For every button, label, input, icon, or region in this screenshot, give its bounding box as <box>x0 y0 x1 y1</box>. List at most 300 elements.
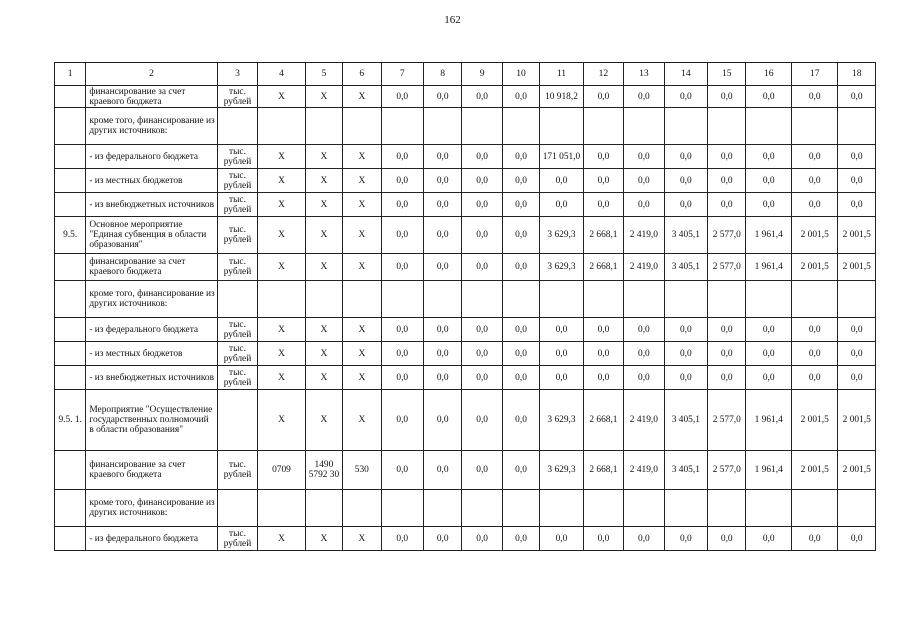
table-cell: 2 419,0 <box>624 217 664 254</box>
table-cell <box>540 281 583 318</box>
table-cell: Х <box>258 145 306 169</box>
table-cell: 0709 <box>258 451 306 490</box>
table-cell: Х <box>258 217 306 254</box>
table-cell: 0,0 <box>838 527 876 551</box>
row-description-cell: кроме того, финансирование из других источников: <box>86 490 217 527</box>
table-cell: 0,0 <box>583 145 623 169</box>
table-cell: 0,0 <box>791 342 838 366</box>
table-cell: Х <box>258 254 306 281</box>
table-cell: 0,0 <box>381 86 423 108</box>
table-cell: Х <box>258 318 306 342</box>
table-cell: 3 629,3 <box>540 254 583 281</box>
table-cell: Х <box>258 169 306 193</box>
table-cell: 0,0 <box>381 366 423 390</box>
table-cell: 2 419,0 <box>624 390 664 451</box>
table-cell: Х <box>258 342 306 366</box>
table-cell: 0,0 <box>381 193 423 217</box>
table-cell: 0,0 <box>708 342 746 366</box>
table-cell: 2 668,1 <box>583 254 623 281</box>
table-cell <box>664 108 707 145</box>
table-cell: 0,0 <box>502 366 539 390</box>
unit-cell <box>217 108 257 145</box>
table-cell: 0,0 <box>462 451 502 490</box>
table-cell: Х <box>343 254 381 281</box>
table-cell: 2 577,0 <box>708 217 746 254</box>
table-cell: 2 001,5 <box>791 390 838 451</box>
unit-cell <box>217 490 257 527</box>
table-cell: 0,0 <box>624 342 664 366</box>
table-cell: 0,0 <box>381 318 423 342</box>
table-cell: Х <box>258 527 306 551</box>
table-cell: 2 001,5 <box>838 390 876 451</box>
table-cell: Х <box>305 318 342 342</box>
unit-cell: тыс. рублей <box>217 318 257 342</box>
table-cell: 0,0 <box>583 86 623 108</box>
column-header-18: 18 <box>838 63 876 86</box>
table-cell <box>381 281 423 318</box>
table-cell: 0,0 <box>462 169 502 193</box>
column-header-3: 3 <box>217 63 257 86</box>
table-cell: 3 405,1 <box>664 390 707 451</box>
table-cell <box>343 490 381 527</box>
table-cell: 0,0 <box>502 86 539 108</box>
table-cell: 2 668,1 <box>583 390 623 451</box>
column-header-6: 6 <box>343 63 381 86</box>
table-cell <box>305 281 342 318</box>
table-cell: 0,0 <box>624 366 664 390</box>
table-cell: 9.5. 1. <box>55 390 86 451</box>
table-cell: 0,0 <box>462 86 502 108</box>
column-header-4: 4 <box>258 63 306 86</box>
column-header-13: 13 <box>624 63 664 86</box>
table-row <box>55 281 876 318</box>
table-cell: 0,0 <box>462 254 502 281</box>
table-cell: 1 961,4 <box>746 451 791 490</box>
table-cell: 0,0 <box>502 145 539 169</box>
table-cell: 0,0 <box>664 169 707 193</box>
table-cell: 3 405,1 <box>664 217 707 254</box>
table-cell: Х <box>305 527 342 551</box>
table-row <box>55 490 876 527</box>
table-cell: 0,0 <box>381 342 423 366</box>
table-cell <box>55 527 86 551</box>
table-cell <box>55 193 86 217</box>
table-cell: 0,0 <box>423 451 461 490</box>
table-cell <box>462 281 502 318</box>
row-description-cell: - из федерального бюджета <box>86 145 217 169</box>
table-cell <box>583 490 623 527</box>
table-cell: 3 629,3 <box>540 390 583 451</box>
column-header-16: 16 <box>746 63 791 86</box>
table-cell: 0,0 <box>624 318 664 342</box>
table-cell: 0,0 <box>838 318 876 342</box>
table-cell: 0,0 <box>791 527 838 551</box>
table-body <box>55 63 876 551</box>
table-cell: 0,0 <box>746 86 791 108</box>
table-cell: 0,0 <box>664 318 707 342</box>
table-cell: 0,0 <box>381 254 423 281</box>
table-cell <box>423 490 461 527</box>
table-cell: Х <box>258 193 306 217</box>
table-cell <box>423 281 461 318</box>
table-row <box>55 318 876 342</box>
table-cell: 2 419,0 <box>624 254 664 281</box>
table-cell: 2 001,5 <box>791 254 838 281</box>
table-cell: Х <box>305 145 342 169</box>
table-cell: 2 668,1 <box>583 217 623 254</box>
table-cell <box>708 108 746 145</box>
table-cell: 0,0 <box>664 86 707 108</box>
column-header-11: 11 <box>540 63 583 86</box>
row-description-cell: - из местных бюджетов <box>86 342 217 366</box>
table-cell <box>624 108 664 145</box>
table-cell: 0,0 <box>838 366 876 390</box>
table-cell: 2 001,5 <box>838 254 876 281</box>
table-cell: 3 405,1 <box>664 451 707 490</box>
table-cell: 0,0 <box>791 145 838 169</box>
table-cell: 0,0 <box>462 527 502 551</box>
table-cell: 2 668,1 <box>583 451 623 490</box>
table-cell <box>540 490 583 527</box>
table-cell <box>664 490 707 527</box>
table-cell: 0,0 <box>423 254 461 281</box>
table-cell: 0,0 <box>583 366 623 390</box>
row-description-cell: финансирование за счет краевого бюджета <box>86 86 217 108</box>
table-cell: 0,0 <box>423 217 461 254</box>
table-row <box>55 366 876 390</box>
table-cell: Х <box>305 217 342 254</box>
unit-cell: тыс. рублей <box>217 254 257 281</box>
table-cell: 2 419,0 <box>624 451 664 490</box>
table-cell: 1 961,4 <box>746 390 791 451</box>
table-cell: Х <box>305 254 342 281</box>
row-description-cell: - из внебюджетных источников <box>86 193 217 217</box>
table-cell: 0,0 <box>791 318 838 342</box>
table-cell: 0,0 <box>791 169 838 193</box>
table-row <box>55 217 876 254</box>
table-cell <box>55 281 86 318</box>
table-cell: 2 001,5 <box>838 451 876 490</box>
table-cell: 0,0 <box>462 217 502 254</box>
table-cell <box>746 490 791 527</box>
column-header-15: 15 <box>708 63 746 86</box>
row-description-cell: - из местных бюджетов <box>86 169 217 193</box>
table-cell <box>624 281 664 318</box>
table-cell: 0,0 <box>664 366 707 390</box>
column-header-9: 9 <box>462 63 502 86</box>
table-cell: 0,0 <box>746 366 791 390</box>
table-cell <box>502 490 539 527</box>
table-cell: 0,0 <box>746 169 791 193</box>
table-cell: 0,0 <box>423 390 461 451</box>
unit-cell: тыс. рублей <box>217 169 257 193</box>
table-cell: 0,0 <box>502 254 539 281</box>
column-header-10: 10 <box>502 63 539 86</box>
table-cell: 0,0 <box>540 366 583 390</box>
table-cell: Х <box>343 342 381 366</box>
table-cell: 0,0 <box>746 342 791 366</box>
table-cell <box>55 254 86 281</box>
table-cell: 10 918,2 <box>540 86 583 108</box>
table-cell <box>55 145 86 169</box>
table-cell <box>55 490 86 527</box>
table-cell: 0,0 <box>502 527 539 551</box>
table-cell: 0,0 <box>381 390 423 451</box>
table-cell: 0,0 <box>540 193 583 217</box>
table-cell: Х <box>305 342 342 366</box>
table-cell: 0,0 <box>540 527 583 551</box>
table-cell <box>258 490 306 527</box>
table-cell: Х <box>343 169 381 193</box>
table-cell: Х <box>305 169 342 193</box>
table-cell: 0,0 <box>540 318 583 342</box>
table-cell: 0,0 <box>423 366 461 390</box>
table-cell: Х <box>343 86 381 108</box>
column-header-7: 7 <box>381 63 423 86</box>
table-cell <box>502 108 539 145</box>
table-cell: 0,0 <box>462 318 502 342</box>
table-cell <box>55 108 86 145</box>
table-cell <box>746 281 791 318</box>
table-row <box>55 86 876 108</box>
table-cell: 0,0 <box>583 193 623 217</box>
table-cell: 0,0 <box>624 527 664 551</box>
table-cell: 0,0 <box>664 193 707 217</box>
table-cell <box>791 108 838 145</box>
row-description-cell: Мероприятие "Осуществление государственных полномочий в области образования" <box>86 390 217 451</box>
table-cell: 0,0 <box>746 527 791 551</box>
unit-cell: тыс. рублей <box>217 451 257 490</box>
table-row <box>55 342 876 366</box>
column-header-8: 8 <box>423 63 461 86</box>
table-cell: Х <box>343 145 381 169</box>
table-cell: 0,0 <box>708 527 746 551</box>
table-row <box>55 451 876 490</box>
table-cell: 0,0 <box>791 366 838 390</box>
row-description-cell: - из федерального бюджета <box>86 527 217 551</box>
table-cell <box>791 281 838 318</box>
table-cell <box>305 490 342 527</box>
table-cell: 2 001,5 <box>791 217 838 254</box>
table-cell: 2 577,0 <box>708 254 746 281</box>
table-cell: 0,0 <box>423 193 461 217</box>
table-cell: 0,0 <box>708 193 746 217</box>
table-cell: 0,0 <box>540 169 583 193</box>
table-cell: 0,0 <box>583 527 623 551</box>
table-cell: 0,0 <box>462 342 502 366</box>
column-header-17: 17 <box>791 63 838 86</box>
table-cell <box>502 281 539 318</box>
table-cell: 0,0 <box>502 342 539 366</box>
table-header-row <box>55 63 876 86</box>
table-row <box>55 254 876 281</box>
table-cell: Х <box>343 193 381 217</box>
table-cell <box>343 108 381 145</box>
table-cell: 0,0 <box>381 145 423 169</box>
table-cell: 0,0 <box>502 318 539 342</box>
table-cell: 0,0 <box>624 193 664 217</box>
column-header-14: 14 <box>664 63 707 86</box>
table-cell: 0,0 <box>746 145 791 169</box>
unit-cell: тыс. рублей <box>217 145 257 169</box>
table-cell: 0,0 <box>746 193 791 217</box>
unit-cell <box>217 390 257 451</box>
row-description-cell: финансирование за счет краевого бюджета <box>86 451 217 490</box>
table-cell: 0,0 <box>381 527 423 551</box>
row-description-cell: кроме того, финансирование из других источников: <box>86 281 217 318</box>
table-cell: 0,0 <box>624 86 664 108</box>
table-cell: 1490 5792 30 <box>305 451 342 490</box>
table-cell: 0,0 <box>708 366 746 390</box>
unit-cell: тыс. рублей <box>217 86 257 108</box>
table-cell: Х <box>343 318 381 342</box>
table-cell: 0,0 <box>462 366 502 390</box>
table-cell: Х <box>305 390 342 451</box>
table-cell <box>258 281 306 318</box>
table-cell: Х <box>258 366 306 390</box>
table-cell: Х <box>258 86 306 108</box>
table-cell <box>791 490 838 527</box>
table-cell <box>462 490 502 527</box>
table-cell <box>838 490 876 527</box>
table-cell: 0,0 <box>838 86 876 108</box>
table-cell: 2 577,0 <box>708 451 746 490</box>
table-row <box>55 145 876 169</box>
table-cell: 0,0 <box>540 342 583 366</box>
unit-cell: тыс. рублей <box>217 193 257 217</box>
table-cell <box>708 490 746 527</box>
row-description-cell: Основное мероприятие "Единая субвенция в области образования" <box>86 217 217 254</box>
table-cell: 0,0 <box>423 342 461 366</box>
table-cell <box>258 108 306 145</box>
table-cell: Х <box>305 86 342 108</box>
table-cell: 9.5. <box>55 217 86 254</box>
table-cell <box>55 342 86 366</box>
table-row <box>55 169 876 193</box>
table-cell: 0,0 <box>381 451 423 490</box>
table-cell: 0,0 <box>791 86 838 108</box>
table-cell <box>746 108 791 145</box>
table-cell: 0,0 <box>708 318 746 342</box>
row-description-cell: финансирование за счет краевого бюджета <box>86 254 217 281</box>
table-cell: 0,0 <box>746 318 791 342</box>
table-cell <box>664 281 707 318</box>
table-cell: Х <box>343 217 381 254</box>
unit-cell: тыс. рублей <box>217 342 257 366</box>
table-cell: 0,0 <box>381 217 423 254</box>
column-header-1: 1 <box>55 63 86 86</box>
table-cell: 0,0 <box>664 145 707 169</box>
table-cell: 0,0 <box>423 145 461 169</box>
table-cell <box>381 490 423 527</box>
unit-cell: тыс. рублей <box>217 366 257 390</box>
table-cell <box>624 490 664 527</box>
table-cell <box>423 108 461 145</box>
table-cell: 0,0 <box>624 145 664 169</box>
table-cell: 0,0 <box>838 193 876 217</box>
table-cell: 0,0 <box>708 169 746 193</box>
table-cell: 0,0 <box>838 145 876 169</box>
table-cell: 0,0 <box>423 527 461 551</box>
table-cell: Х <box>343 527 381 551</box>
table-cell: Х <box>343 390 381 451</box>
unit-cell: тыс. рублей <box>217 217 257 254</box>
table-cell: 0,0 <box>423 318 461 342</box>
table-cell <box>583 108 623 145</box>
table-cell: 2 577,0 <box>708 390 746 451</box>
table-cell: 0,0 <box>838 169 876 193</box>
table-cell: 0,0 <box>502 451 539 490</box>
table-cell <box>55 318 86 342</box>
table-cell <box>838 281 876 318</box>
table-cell: Х <box>343 366 381 390</box>
table-cell: 0,0 <box>462 390 502 451</box>
table-cell <box>55 366 86 390</box>
table-cell <box>462 108 502 145</box>
page-number: 162 <box>444 14 461 26</box>
table-cell: 2 001,5 <box>838 217 876 254</box>
table-cell: 0,0 <box>708 86 746 108</box>
table-cell: 0,0 <box>838 342 876 366</box>
table-cell: 3 405,1 <box>664 254 707 281</box>
table-cell: Х <box>305 193 342 217</box>
table-cell: 0,0 <box>502 169 539 193</box>
table-cell <box>838 108 876 145</box>
table-cell: 0,0 <box>381 169 423 193</box>
column-header-2: 2 <box>86 63 217 86</box>
table-cell: 0,0 <box>502 217 539 254</box>
row-description-cell: - из внебюджетных источников <box>86 366 217 390</box>
table-row <box>55 527 876 551</box>
table-cell: 0,0 <box>624 169 664 193</box>
table-cell: 1 961,4 <box>746 217 791 254</box>
table-cell <box>55 451 86 490</box>
table-cell <box>583 281 623 318</box>
table-cell: 0,0 <box>462 145 502 169</box>
table-cell: 171 051,0 <box>540 145 583 169</box>
table-cell: 0,0 <box>664 527 707 551</box>
table-cell: 2 001,5 <box>791 451 838 490</box>
table-cell: 0,0 <box>583 318 623 342</box>
table-cell: 0,0 <box>502 193 539 217</box>
table-cell: 1 961,4 <box>746 254 791 281</box>
table-cell: 0,0 <box>664 342 707 366</box>
table-cell <box>55 86 86 108</box>
unit-cell: тыс. рублей <box>217 527 257 551</box>
table-cell: Х <box>305 366 342 390</box>
row-description-cell: - из федерального бюджета <box>86 318 217 342</box>
table-cell <box>305 108 342 145</box>
table-cell: Х <box>258 390 306 451</box>
table-cell <box>381 108 423 145</box>
column-header-5: 5 <box>305 63 342 86</box>
unit-cell <box>217 281 257 318</box>
table-cell: 530 <box>343 451 381 490</box>
table-row <box>55 108 876 145</box>
table-cell <box>343 281 381 318</box>
table-cell: 3 629,3 <box>540 217 583 254</box>
column-header-12: 12 <box>583 63 623 86</box>
table-cell: 3 629,3 <box>540 451 583 490</box>
table-cell: 0,0 <box>708 145 746 169</box>
table-cell: 0,0 <box>583 342 623 366</box>
table-cell: 0,0 <box>791 193 838 217</box>
table-cell <box>708 281 746 318</box>
table-cell: 0,0 <box>502 390 539 451</box>
row-description-cell: кроме того, финансирование из других источников: <box>86 108 217 145</box>
table-cell: 0,0 <box>583 169 623 193</box>
table-cell <box>540 108 583 145</box>
